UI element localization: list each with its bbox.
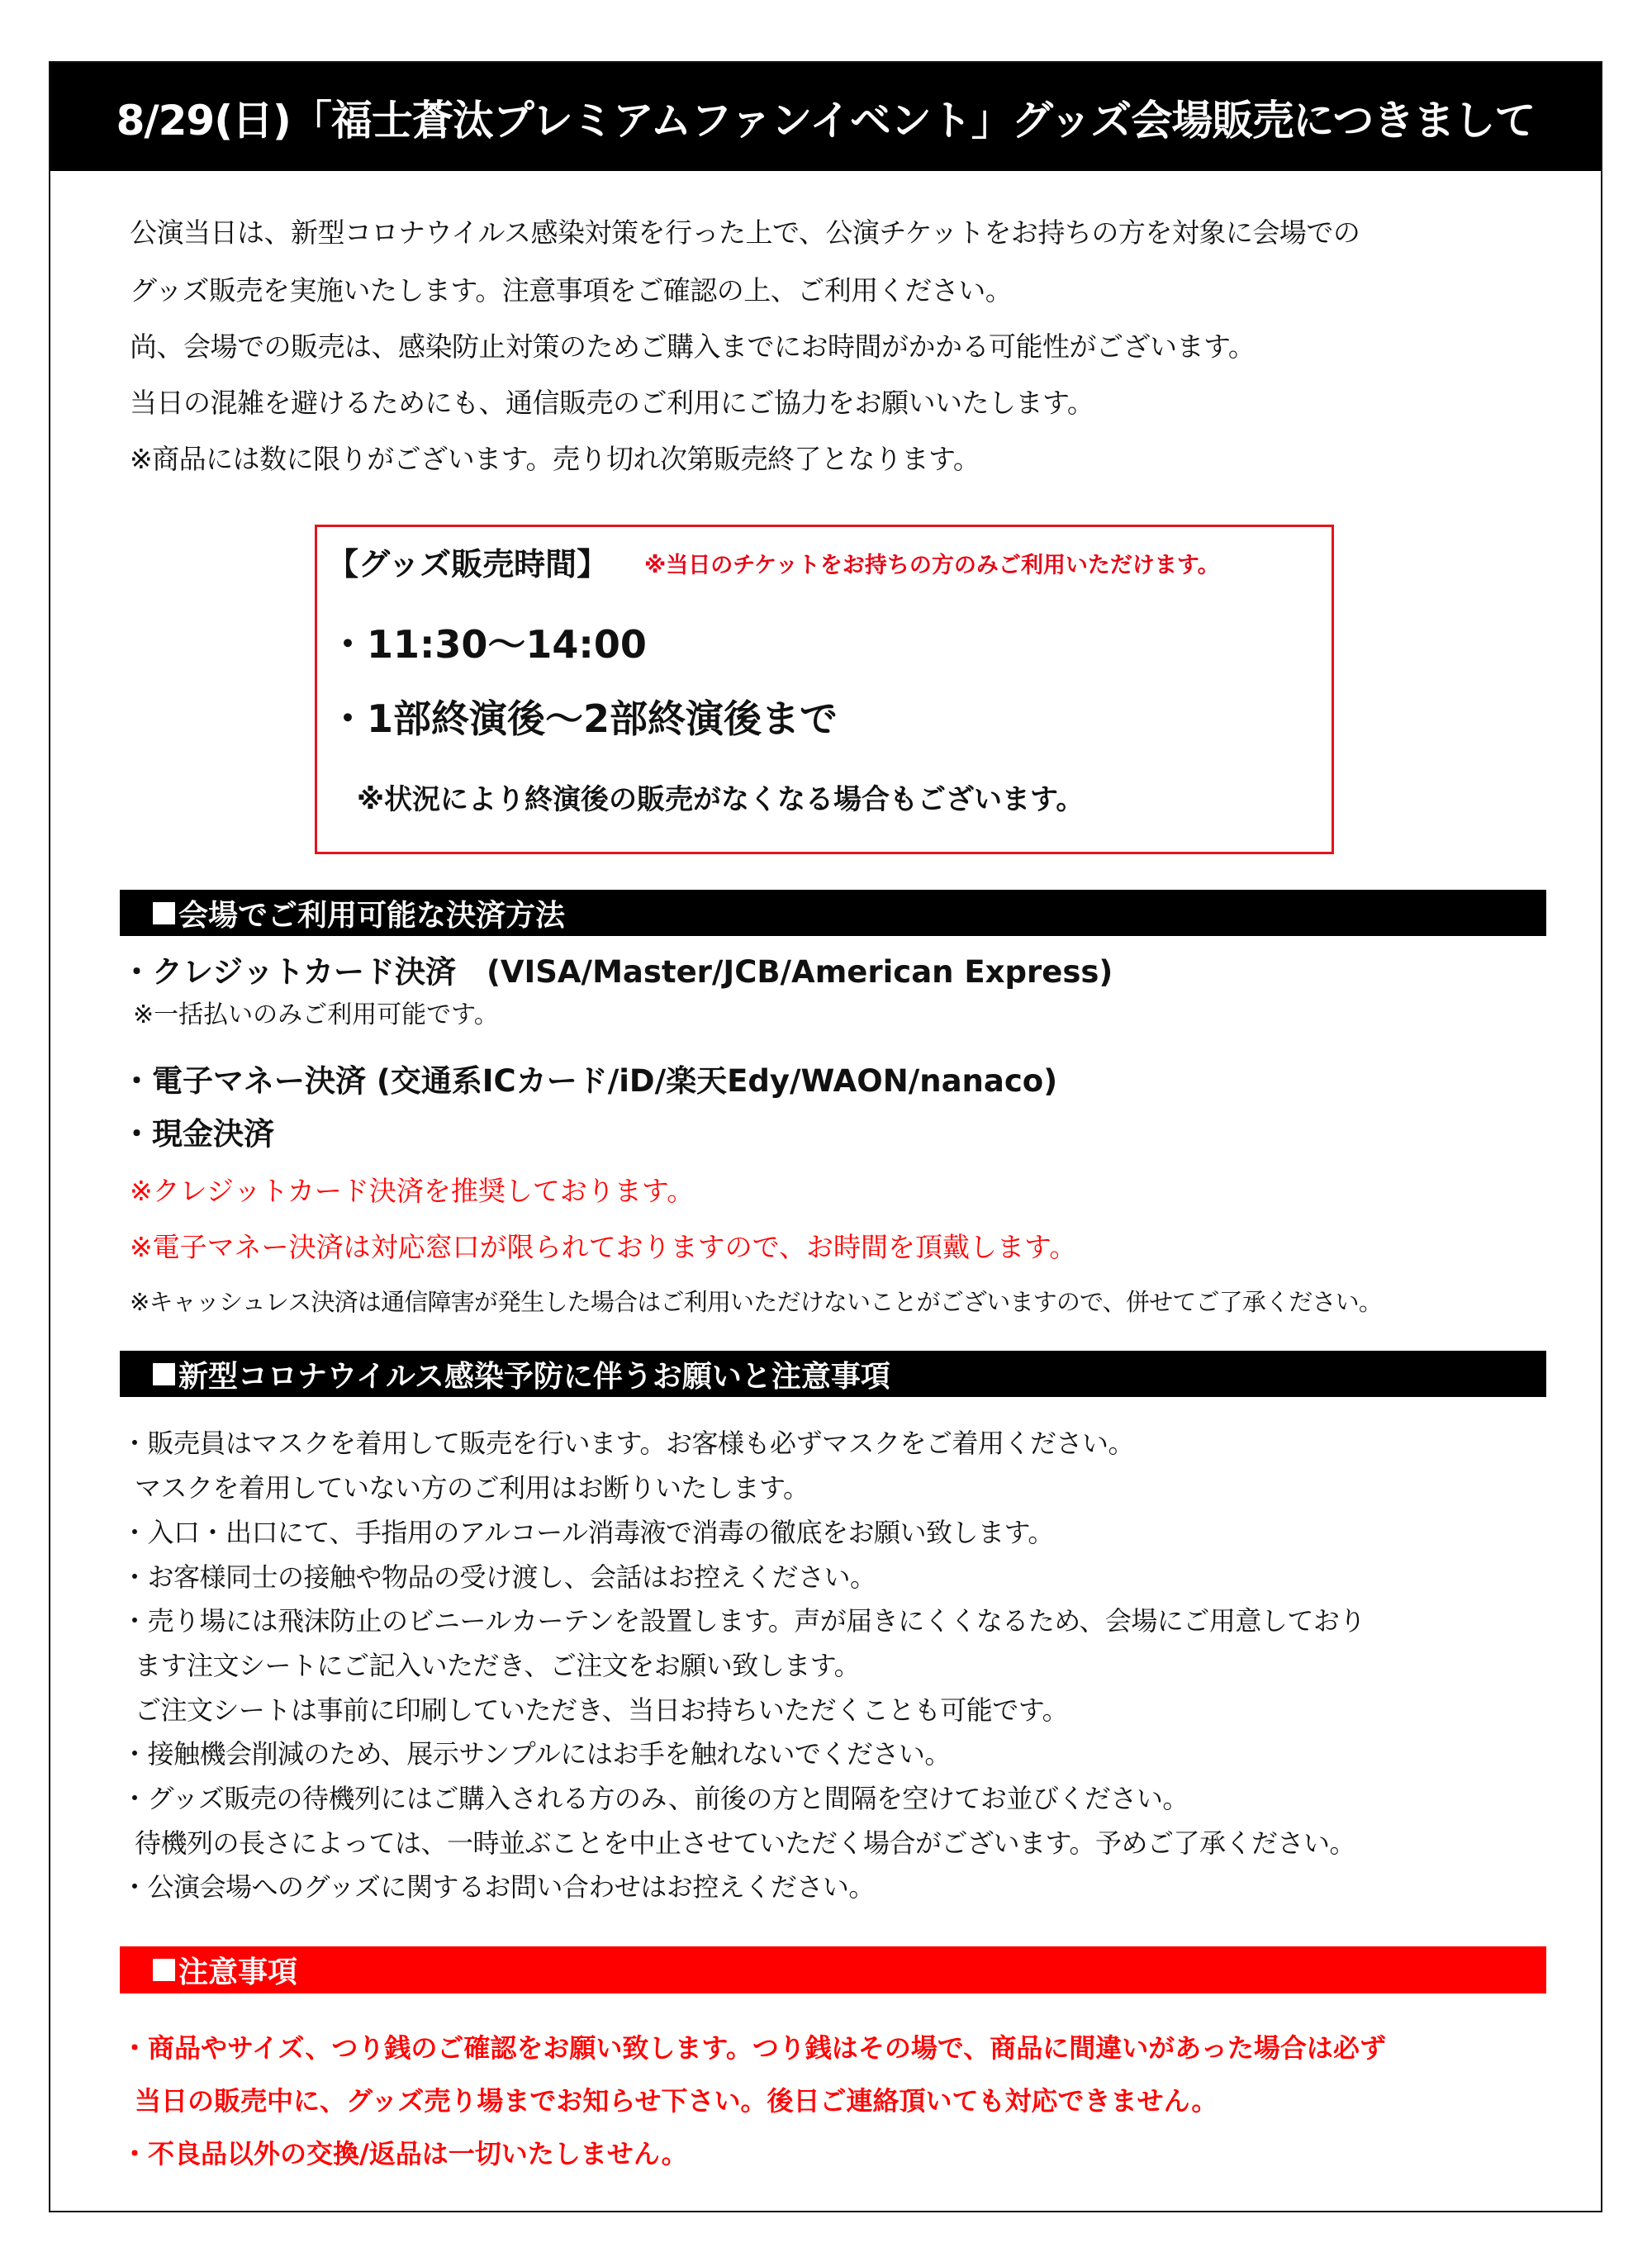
sales-hours-slot: ・11:30〜14:00	[329, 622, 647, 667]
covid-line: 待機列の長さによっては、一時並ぶことを中止させていただく場合がございます。予めご了承ください。	[135, 1827, 1355, 1859]
payment-note-cashless: ※キャッシュレス決済は通信障害が発生した場合はご利用いただけないことがございますので、併せてご了承ください。	[130, 1288, 1383, 1316]
intro-line: 当日の混雑を避けるためにも、通信販売のご利用にご協力をお願いいたします。	[130, 387, 1094, 419]
notice-frame	[49, 61, 1602, 2212]
square-bullet-icon	[153, 1363, 175, 1385]
covid-line: ます注文シートにご記入いただき、ご注文をお願い致します。	[135, 1650, 861, 1681]
payment-method-credit: ・クレジットカード決済 (VISA/Master/JCB/American Express)	[121, 954, 1113, 990]
covid-section-title: 新型コロナウイルス感染予防に伴うお願いと注意事項	[178, 1359, 890, 1394]
intro-line: グッズ販売を実施いたします。注意事項をご確認の上、ご利用ください。	[130, 274, 1013, 306]
covid-line: ・接触機会削減のため、展示サンプルにはお手を触れないでください。	[121, 1738, 951, 1770]
square-bullet-icon	[153, 1959, 175, 1981]
payment-note-red: ※クレジットカード決済を推奨しております。	[130, 1175, 695, 1207]
caution-line: 当日の販売中に、グッズ売り場までお知らせ下さい。後日ご連絡頂いても対応できません。	[135, 2085, 1218, 2117]
intro-line: 尚、会場での販売は、感染防止対策のためご購入までにお時間がかかる可能性がございます。	[130, 330, 1256, 363]
covid-line: ・公演会場へのグッズに関するお問い合わせはお控えください。	[121, 1871, 875, 1903]
caution-section-title: 注意事項	[178, 1955, 298, 1989]
payment-method-credit-note: ※一括払いのみご利用可能です。	[133, 1000, 499, 1029]
covid-section-header	[120, 1351, 1546, 1397]
covid-line: ・売り場には飛沫防止のビニールカーテンを設置します。声が届きにくくなるため、会場にご用意しており	[121, 1605, 1365, 1637]
sales-hours-box	[315, 525, 1334, 854]
page-title: 8/29(日)「福士蒼汰プレミアムファンイベント」グッズ会場販売につきまして	[50, 63, 1601, 171]
payment-method-cash: ・現金決済	[121, 1116, 274, 1152]
payment-method-emoney: ・電子マネー決済 (交通系ICカード/iD/楽天Edy/WAON/nanaco)	[121, 1063, 1058, 1099]
covid-line: ご注文シートは事前に印刷していただき、当日お持ちいただくことも可能です。	[135, 1694, 1069, 1726]
covid-line: ・入口・出口にて、手指用のアルコール消毒液で消毒の徹底をお願い致します。	[121, 1517, 1054, 1548]
intro-line: 公演当日は、新型コロナウイルス感染対策を行った上で、公演チケットをお持ちの方を対象に会場での	[130, 216, 1360, 249]
payment-note-red: ※電子マネー決済は対応窓口が限られておりますので、お時間を頂戴します。	[130, 1231, 1077, 1263]
covid-line: ・グッズ販売の待機列にはご購入される方のみ、前後の方と間隔を空けてお並びください。	[121, 1783, 1189, 1814]
covid-line: ・お客様同士の接触や物品の受け渡し、会話はお控えください。	[121, 1561, 876, 1593]
caution-section-header	[120, 1946, 1546, 1993]
sales-hours-ticket-note: ※当日のチケットをお持ちの方のみご利用いただけます。	[644, 553, 1220, 578]
caution-line: ・不良品以外の交換/返品は一切いたしません。	[121, 2138, 688, 2169]
payment-section-title: 会場でご利用可能な決済方法	[178, 898, 566, 933]
covid-line: ・販売員はマスクを着用して販売を行います。お客様も必ずマスクをご着用ください。	[121, 1428, 1134, 1459]
sales-hours-slot: ・1部終演後〜2部終演後まで	[329, 696, 838, 741]
sales-hours-note: ※状況により終演後の販売がなくなる場合もございます。	[357, 783, 1085, 816]
sales-hours-heading: 【グッズ販売時間】	[327, 546, 609, 582]
square-bullet-icon	[153, 902, 175, 924]
caution-line: ・商品やサイズ、つり銭のご確認をお願い致します。つり銭はその場で、商品に間違いがあった場合は必ず	[121, 2032, 1386, 2064]
payment-section-header	[120, 890, 1546, 936]
intro-line: ※商品には数に限りがございます。売り切れ次第販売終了となります。	[130, 443, 980, 475]
covid-line: マスクを着用していない方のご利用はお断りいたします。	[135, 1472, 809, 1504]
